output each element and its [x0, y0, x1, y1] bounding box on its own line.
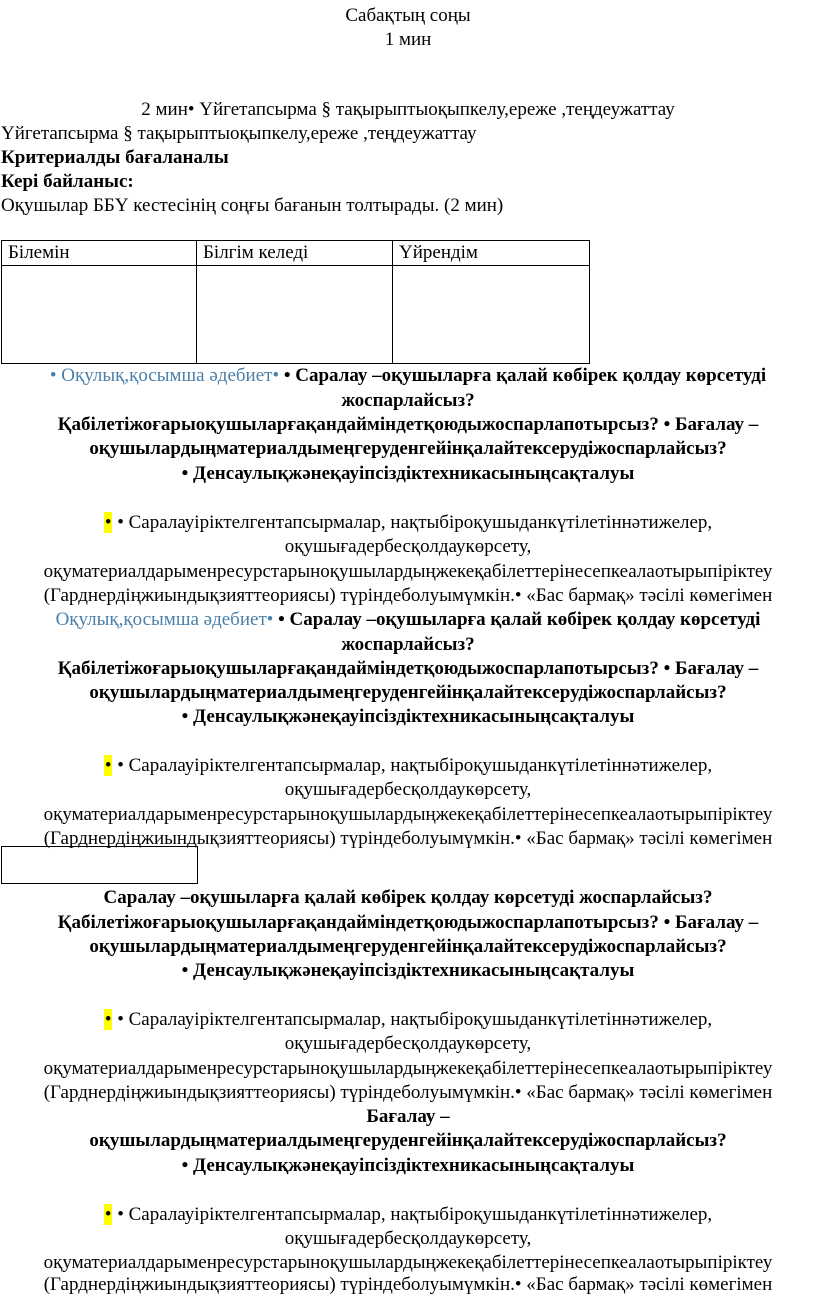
method-line: оқуматериалдарыменресурстарыноқушылардыңжекеқабілеттерінесепкеалаотырыпіріктеу: [43, 1058, 773, 1079]
bby-header-know: Білемін: [2, 241, 197, 266]
highlight-bullet: •: [104, 755, 112, 776]
method-line: оқушығадербесқолдаукөрсету,: [284, 779, 532, 800]
diff-line: • Денсаулықжәнеқауіпсіздіктехникасыныңсақталуы: [181, 960, 635, 981]
method-line: (Гарднердіңжиындықзияттеориясы) түріндеболуымүмкін.• «Бас бармақ» тәсілі көмегімен: [43, 1082, 773, 1103]
method-line: • • Саралауіріктелгентапсырмалар, нақтыбіроқушыданкүтілетіннәтижелер,: [104, 755, 713, 776]
diff-line: Қабілетіжоғарыоқушыларғақандайміндетқоюдыжоспарлапотырсыз? • Бағалау –: [57, 658, 759, 679]
method-line: оқуматериалдарыменресурстарыноқушылардыңжекеқабілеттерінесепкеалаотырыпіріктеу: [43, 1252, 773, 1273]
bby-cell-learned[interactable]: [393, 266, 590, 364]
bby-header-learned: Үйрендім: [393, 241, 590, 266]
diff-line: Бағалау –: [366, 1106, 450, 1127]
method-line: оқушығадербесқолдаукөрсету,: [284, 536, 532, 557]
diff-line: оқушылардыңматериалдымеңгеруденгейінқалайтексерудіжоспарлайсыз?: [89, 1130, 727, 1151]
diff-line: оқушылардыңматериалдымеңгеруденгейінқалайтексерудіжоспарлайсыз?: [89, 438, 727, 459]
empty-box: [1, 846, 198, 884]
diff-line: оқушылардыңматериалдымеңгеруденгейінқалайтексерудіжоспарлайсыз?: [89, 682, 727, 703]
method-line: оқуматериалдарыменресурстарыноқушылардыңжекеқабілеттерінесепкеалаотырыпіріктеу: [43, 804, 773, 825]
method-line: оқуматериалдарыменресурстарыноқушылардыңжекеқабілеттерінесепкеалаотырыпіріктеу: [43, 561, 773, 582]
method-line: оқушығадербесқолдаукөрсету,: [284, 1228, 532, 1249]
section-duration: 1 мин: [384, 29, 432, 50]
diff-line: Қабілетіжоғарыоқушыларғақандайміндетқоюдыжоспарлапотырсыз? • Бағалау –: [57, 912, 759, 933]
diff-line: Қабілетіжоғарыоқушыларғақандайміндетқоюдыжоспарлапотырсыз? • Бағалау –: [57, 414, 759, 435]
criteria-label: Критериалды бағаланалы: [1, 147, 229, 168]
method-line: (Гарднердіңжиындықзияттеориясы) түріндеболуымүмкін.• «Бас бармақ» тәсілі көмегімен: [43, 585, 773, 606]
highlight-bullet: •: [104, 512, 112, 533]
section-title: Сабақтың соңы: [345, 5, 471, 26]
feedback-label: Кері байланыс:: [1, 171, 134, 192]
bby-cell-know[interactable]: [2, 266, 197, 364]
diff-line: • Денсаулықжәнеқауіпсіздіктехникасыныңсақталуы: [181, 463, 635, 484]
method-line: (Гарднердіңжиындықзияттеориясы) түріндеболуымүмкін.• «Бас бармақ» тәсілі көмегімен: [43, 1274, 773, 1295]
diff-line: оқушылардыңматериалдымеңгеруденгейінқалайтексерудіжоспарлайсыз?: [89, 936, 727, 957]
method-line: • • Саралауіріктелгентапсырмалар, нақтыбіроқушыданкүтілетіннәтижелер,: [104, 1009, 713, 1030]
method-line: (Гарднердіңжиындықзияттеориясы) түріндеболуымүмкін.• «Бас бармақ» тәсілі көмегімен: [43, 828, 773, 849]
bby-table: [1, 240, 590, 364]
homework-line: 2 мин• Үйгетапсырма § тақырыптыоқыпкелу,ереже ,теңдеужаттау: [141, 99, 675, 120]
bby-cell-want[interactable]: [197, 266, 393, 364]
diff-line: жоспарлайсыз?: [341, 634, 475, 655]
diff-line: • Денсаулықжәнеқауіпсіздіктехникасыныңсақталуы: [181, 1155, 635, 1176]
method-line: • • Саралауіріктелгентапсырмалар, нақтыбіроқушыданкүтілетіннәтижелер,: [104, 512, 713, 533]
bby-header-want: Білгім келеді: [197, 241, 393, 266]
feedback-text: Оқушылар ББҮ кестесінің соңғы бағанын толтырады. (2 мин): [1, 195, 504, 216]
method-line: • • Саралауіріктелгентапсырмалар, нақтыбіроқушыданкүтілетіннәтижелер,: [104, 1204, 713, 1225]
diff-line: Саралау –оқушыларға қалай көбірек қолдау көрсетуді жоспарлайсыз?: [103, 887, 713, 908]
highlight-bullet: •: [104, 1204, 112, 1225]
diff-line: Оқулық,қосымша әдебиет• • Саралау –оқушыларға қалай көбірек қолдау көрсетуді: [55, 609, 761, 630]
homework-line: Үйгетапсырма § тақырыптыоқыпкелу,ереже ,теңдеужаттау: [1, 123, 477, 144]
resources-label: Оқулық,қосымша әдебиет•: [55, 609, 274, 630]
method-line: оқушығадербесқолдаукөрсету,: [284, 1033, 532, 1054]
resources-label: • Оқулық,қосымша әдебиет•: [49, 365, 280, 386]
diff-line: • Денсаулықжәнеқауіпсіздіктехникасыныңсақталуы: [181, 706, 635, 727]
diff-line: • Оқулық,қосымша әдебиет• • Саралау –оқушыларға қалай көбірек қолдау көрсетуді: [49, 365, 767, 386]
highlight-bullet: •: [104, 1009, 112, 1030]
diff-line: жоспарлайсыз?: [341, 390, 475, 411]
